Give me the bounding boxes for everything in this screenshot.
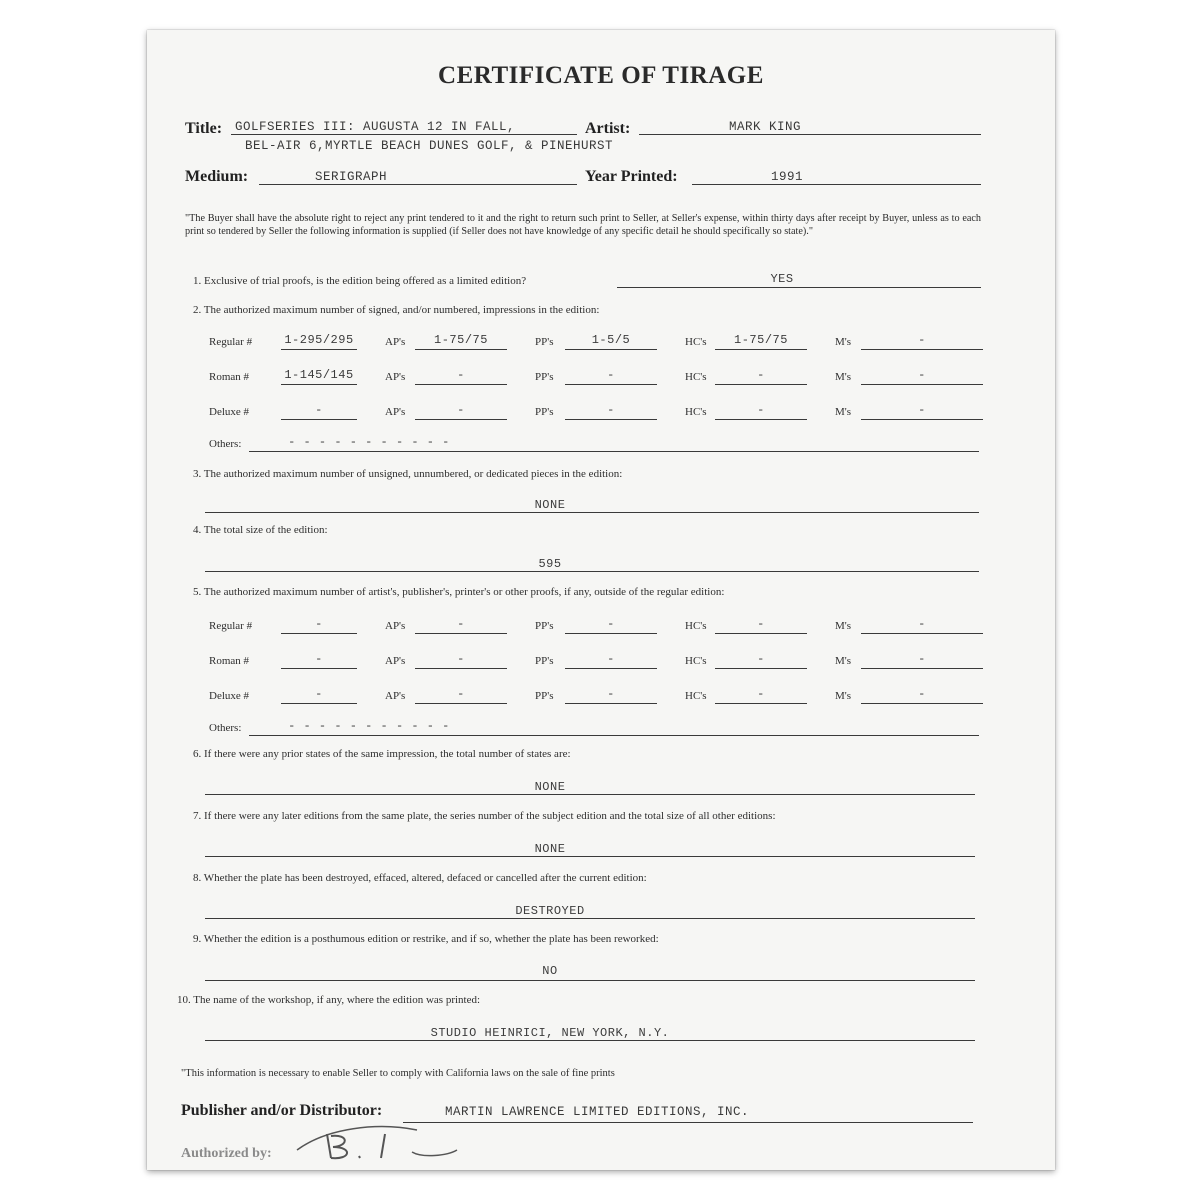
q2-deluxe-ap-value: - xyxy=(457,403,465,417)
q2-roman-ap-value: - xyxy=(457,368,465,382)
q5-roman-m-value: - xyxy=(918,652,926,666)
q8-answer: DESTROYED xyxy=(515,904,585,918)
q5-roman-pp-line xyxy=(565,668,657,669)
q2-roman-pp-label: PP's xyxy=(535,371,554,383)
medium-line xyxy=(259,184,577,185)
q2-regular-pp-line xyxy=(565,349,657,350)
q5-regular-num-value: - xyxy=(315,617,323,631)
q8-text: 8. Whether the plate has been destroyed, effaced, altered, defaced or cancelled after the current edition: xyxy=(193,872,647,884)
title-label: Title: xyxy=(185,120,223,137)
q10-line xyxy=(205,1040,975,1041)
q6-line xyxy=(205,794,975,795)
q5-others-value: - - - - - - - - - - - xyxy=(288,719,450,733)
q5-deluxe-pp-label: PP's xyxy=(535,690,554,702)
publisher-value: MARTIN LAWRENCE LIMITED EDITIONS, INC. xyxy=(445,1105,750,1119)
buyer-clause: "The Buyer shall have the absolute right to reject any print tendered to it and the right to return such print to Seller, at Seller's expense, within thirty days after receipt by Buyer, unless as to each print so tendered by Seller the following information is supplied (if Seller does not have knowledge of any specific detail he should specifically so state)." xyxy=(185,213,981,237)
q2-regular-ap-label: AP's xyxy=(385,336,406,348)
year-value: 1991 xyxy=(771,170,804,184)
q2-deluxe-num-value: - xyxy=(315,403,323,417)
q2-deluxe-m-value: - xyxy=(918,403,926,417)
q5-roman-hc-label: HC's xyxy=(685,655,707,667)
q5-deluxe-num-line xyxy=(281,703,357,704)
q2-deluxe-num-line xyxy=(281,419,357,420)
q2-deluxe-hc-line xyxy=(715,419,807,420)
q2-roman-hc-value: - xyxy=(757,368,765,382)
q5-regular-m-value: - xyxy=(918,617,926,631)
q5-regular-ap-line xyxy=(415,633,507,634)
q5-regular-label: Regular # xyxy=(209,620,253,632)
q5-deluxe-m-line xyxy=(861,703,983,704)
year-label: Year Printed: xyxy=(585,168,678,185)
q3-text: 3. The authorized maximum number of unsigned, unnumbered, or dedicated pieces in the edition: xyxy=(193,468,623,480)
title-value-line1: GOLFSERIES III: AUGUSTA 12 IN FALL, xyxy=(235,120,516,134)
q2-deluxe-pp-value: - xyxy=(607,403,615,417)
q2-others-line xyxy=(249,451,979,452)
publisher-label: Publisher and/or Distributor: xyxy=(181,1102,383,1119)
q2-regular-m-line xyxy=(861,349,983,350)
q9-answer: NO xyxy=(542,964,558,978)
q7-answer: NONE xyxy=(534,842,566,856)
q5-deluxe-ap-value: - xyxy=(457,687,465,701)
q5-regular-ap-label: AP's xyxy=(385,620,406,632)
q2-regular-num-value: 1-295/295 xyxy=(284,333,354,347)
q2-deluxe-pp-line xyxy=(565,419,657,420)
q1-answer: YES xyxy=(770,272,794,286)
q5-deluxe-label: Deluxe # xyxy=(209,690,250,702)
q6-text: 6. If there were any prior states of the same impression, the total number of states are: xyxy=(193,748,571,760)
q2-text: 2. The authorized maximum number of signed, and/or numbered, impressions in the edition: xyxy=(193,304,600,316)
q2-roman-ap-line xyxy=(415,384,507,385)
q2-regular-pp-label: PP's xyxy=(535,336,554,348)
q2-deluxe-m-label: M's xyxy=(835,406,852,418)
q5-regular-ap-value: - xyxy=(457,617,465,631)
q2-regular-num-line xyxy=(281,349,357,350)
q4-line xyxy=(205,571,979,572)
q2-deluxe-ap-line xyxy=(415,419,507,420)
q3-line xyxy=(205,512,979,513)
q9-line xyxy=(205,980,975,981)
signature xyxy=(287,1120,517,1165)
q2-roman-m-line xyxy=(861,384,983,385)
q2-deluxe-label: Deluxe # xyxy=(209,406,250,418)
q5-regular-hc-line xyxy=(715,633,807,634)
q2-regular-ap-line xyxy=(415,349,507,350)
document-title: CERTIFICATE OF TIRAGE xyxy=(438,62,764,89)
q2-regular-hc-value: 1-75/75 xyxy=(734,333,788,347)
q2-deluxe-hc-label: HC's xyxy=(685,406,707,418)
q2-regular-label: Regular # xyxy=(209,336,253,348)
q2-regular-m-label: M's xyxy=(835,336,852,348)
certificate-sheet xyxy=(147,30,1055,1170)
q5-roman-hc-value: - xyxy=(757,652,765,666)
artist-label: Artist: xyxy=(585,120,631,137)
q2-deluxe-ap-label: AP's xyxy=(385,406,406,418)
q2-roman-pp-value: - xyxy=(607,368,615,382)
q5-deluxe-pp-value: - xyxy=(607,687,615,701)
title-value-line2: BEL-AIR 6,MYRTLE BEACH DUNES GOLF, & PINEHURST xyxy=(245,139,614,153)
medium-value: SERIGRAPH xyxy=(315,170,388,184)
q2-roman-num-line xyxy=(281,384,357,385)
q2-regular-hc-label: HC's xyxy=(685,336,707,348)
q5-roman-label: Roman # xyxy=(209,655,250,667)
q5-deluxe-num-value: - xyxy=(315,687,323,701)
q2-deluxe-m-line xyxy=(861,419,983,420)
year-line xyxy=(692,184,981,185)
q5-deluxe-ap-line xyxy=(415,703,507,704)
q8-line xyxy=(205,918,975,919)
q5-roman-num-value: - xyxy=(315,652,323,666)
artist-line xyxy=(639,134,981,135)
q1-text: 1. Exclusive of trial proofs, is the edition being offered as a limited edition? xyxy=(193,275,527,287)
q6-answer: NONE xyxy=(534,780,566,794)
q5-roman-m-label: M's xyxy=(835,655,852,667)
q2-roman-ap-label: AP's xyxy=(385,371,406,383)
q5-regular-m-label: M's xyxy=(835,620,852,632)
q2-roman-m-label: M's xyxy=(835,371,852,383)
q5-roman-hc-line xyxy=(715,668,807,669)
q4-answer: 595 xyxy=(538,557,562,571)
q2-regular-pp-value: 1-5/5 xyxy=(591,333,631,347)
q2-others-value: - - - - - - - - - - - xyxy=(288,435,450,449)
q10-text: 10. The name of the workshop, if any, where the edition was printed: xyxy=(177,994,481,1006)
q5-regular-hc-label: HC's xyxy=(685,620,707,632)
q3-answer: NONE xyxy=(534,498,566,512)
q2-roman-num-value: 1-145/145 xyxy=(284,368,354,382)
q5-regular-pp-value: - xyxy=(607,617,615,631)
q2-roman-pp-line xyxy=(565,384,657,385)
q5-roman-ap-label: AP's xyxy=(385,655,406,667)
q5-deluxe-hc-value: - xyxy=(757,687,765,701)
q5-regular-pp-label: PP's xyxy=(535,620,554,632)
q5-deluxe-m-value: - xyxy=(918,687,926,701)
q5-text: 5. The authorized maximum number of artist's, publisher's, printer's or other proofs, if any, outside of the regular edition: xyxy=(193,586,725,598)
q5-regular-hc-value: - xyxy=(757,617,765,631)
california-note: "This information is necessary to enable Seller to comply with California laws on the sale of fine prints xyxy=(181,1068,615,1079)
q5-roman-pp-label: PP's xyxy=(535,655,554,667)
q5-roman-pp-value: - xyxy=(607,652,615,666)
q2-deluxe-pp-label: PP's xyxy=(535,406,554,418)
q5-regular-num-line xyxy=(281,633,357,634)
q5-others-label: Others: xyxy=(209,722,242,734)
authorized-label: Authorized by: xyxy=(181,1146,272,1161)
artist-value: MARK KING xyxy=(729,120,802,134)
q2-regular-m-value: - xyxy=(918,333,926,347)
q1-line xyxy=(617,287,981,288)
q5-regular-pp-line xyxy=(565,633,657,634)
q2-others-label: Others: xyxy=(209,438,242,450)
medium-label: Medium: xyxy=(185,168,249,185)
q5-roman-m-line xyxy=(861,668,983,669)
title-line xyxy=(231,134,577,135)
q5-deluxe-m-label: M's xyxy=(835,690,852,702)
q5-roman-ap-line xyxy=(415,668,507,669)
q2-regular-ap-value: 1-75/75 xyxy=(434,333,488,347)
q5-deluxe-ap-label: AP's xyxy=(385,690,406,702)
q5-deluxe-pp-line xyxy=(565,703,657,704)
q2-roman-hc-line xyxy=(715,384,807,385)
q2-roman-label: Roman # xyxy=(209,371,250,383)
q5-roman-num-line xyxy=(281,668,357,669)
q2-regular-hc-line xyxy=(715,349,807,350)
q5-others-line xyxy=(249,735,979,736)
q5-deluxe-hc-label: HC's xyxy=(685,690,707,702)
q2-roman-m-value: - xyxy=(918,368,926,382)
q4-text: 4. The total size of the edition: xyxy=(193,524,328,536)
q2-roman-hc-label: HC's xyxy=(685,371,707,383)
q10-answer: STUDIO HEINRICI, NEW YORK, N.Y. xyxy=(430,1026,670,1040)
q7-line xyxy=(205,856,975,857)
q9-text: 9. Whether the edition is a posthumous edition or restrike, and if so, whether the plate has been reworked: xyxy=(193,933,659,945)
q2-deluxe-hc-value: - xyxy=(757,403,765,417)
q7-text: 7. If there were any later editions from the same plate, the series number of the subject edition and the total size of all other editions: xyxy=(193,810,776,822)
q5-roman-ap-value: - xyxy=(457,652,465,666)
q5-regular-m-line xyxy=(861,633,983,634)
q5-deluxe-hc-line xyxy=(715,703,807,704)
